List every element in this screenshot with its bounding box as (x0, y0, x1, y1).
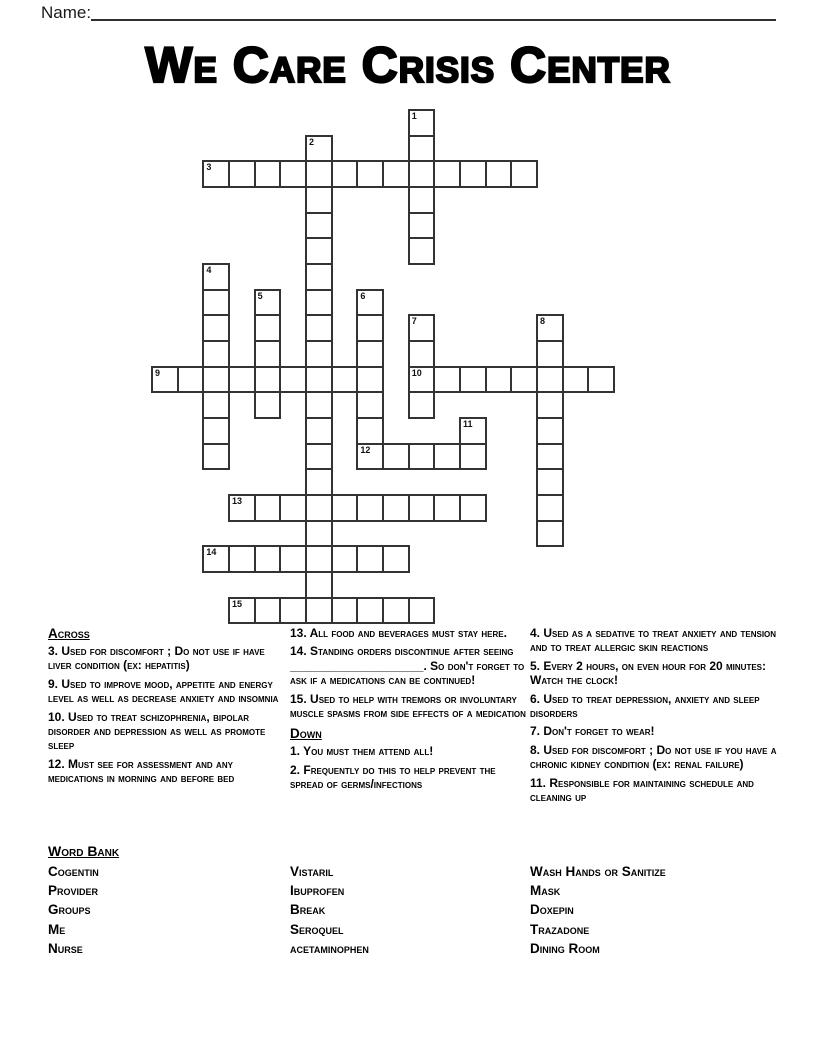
grid-cell (305, 571, 333, 599)
clue-across-15 (290, 692, 528, 721)
grid-cell (408, 160, 436, 188)
grid-cell-number: 7 (411, 316, 417, 327)
grid-cell-number: 5 (257, 290, 263, 301)
grid-cell (202, 545, 230, 573)
clue-text: Used to improve mood, appetite and energy level as well as decrease anxiety and insomnia (48, 676, 279, 706)
grid-cell (536, 314, 564, 342)
clue-down-1 (290, 744, 528, 758)
grid-cell (382, 443, 410, 471)
grid-cell (408, 366, 436, 394)
clue-number: 4. (530, 626, 541, 640)
grid-cell (202, 289, 230, 317)
grid-cell-number: 2 (309, 136, 315, 147)
grid-cell (305, 289, 333, 317)
down-header: Down (290, 726, 322, 742)
grid-cell (305, 212, 333, 240)
grid-cell (536, 417, 564, 445)
grid-cell (254, 340, 282, 368)
grid-cell (356, 366, 384, 394)
grid-cell (279, 597, 307, 625)
word-bank-item: Vistaril (290, 864, 334, 879)
word-bank-item: Mask (530, 883, 561, 899)
grid-cell (587, 366, 615, 394)
clue-text: Standing orders discontinue after seeing ____________________. So don't forget to ask if a medications can be continued! (290, 644, 525, 688)
clue-text: Don't forget to wear! (543, 724, 655, 739)
grid-cell (279, 366, 307, 394)
grid-cell (305, 340, 333, 368)
grid-cell (202, 417, 230, 445)
word-bank-item: Trazadone (530, 921, 590, 937)
grid-cell (408, 340, 436, 368)
clue-down-2 (290, 763, 528, 792)
clue-down-8 (530, 743, 782, 772)
word-bank-item: Nurse (48, 940, 83, 956)
grid-cell (254, 545, 282, 573)
grid-cell (536, 520, 564, 548)
grid-cell (510, 366, 538, 394)
grid-cell (459, 443, 487, 471)
grid-cell (254, 314, 282, 342)
grid-cell-number: 11 (463, 419, 473, 430)
clues-across-column (48, 626, 290, 790)
grid-cell-number: 8 (540, 316, 546, 327)
grid-cell (305, 237, 333, 265)
grid-cell (356, 314, 384, 342)
clue-number: 3. (48, 644, 59, 658)
clue-down-6 (530, 692, 782, 721)
word-bank-item: Break (290, 902, 326, 918)
grid-cell (485, 160, 513, 188)
grid-cell (356, 340, 384, 368)
across-header: Across (48, 626, 90, 641)
grid-cell (305, 468, 333, 496)
clue-text: Used to treat depression, anxiety and sleep disorders (530, 691, 760, 721)
grid-cell (305, 366, 333, 394)
clue-text: Responsible for maintaining schedule and cleaning up (530, 775, 754, 805)
grid-cell (202, 314, 230, 342)
word-bank-item: Ibuprofen (290, 883, 345, 899)
clue-across-13 (290, 626, 528, 640)
clue-text: Used to treat schizophrenia, bipolar disorder and depression as well as promote sleep (48, 709, 266, 753)
grid-cell (433, 494, 461, 522)
grid-cell (305, 391, 333, 419)
word-bank-item: Wash Hands or Sanitize (530, 864, 666, 879)
word-bank-column-2 (290, 862, 530, 958)
grid-cell (151, 366, 179, 394)
grid-cell (408, 314, 436, 342)
grid-cell (562, 366, 590, 394)
grid-cell (305, 494, 333, 522)
clue-text: Frequently do this to help prevent the spread of germs/infections (290, 762, 496, 792)
grid-cell (382, 545, 410, 573)
grid-cell (536, 468, 564, 496)
grid-cell (279, 545, 307, 573)
grid-cell (408, 494, 436, 522)
clue-text: Used for discomfort ; Do not use if you have a chronic kidney condition (ex: renal failure) (530, 742, 777, 772)
grid-cell (202, 340, 230, 368)
grid-cell (331, 494, 359, 522)
grid-cell (408, 212, 436, 240)
clue-down-11 (530, 776, 782, 805)
grid-cell (536, 494, 564, 522)
grid-cell (459, 366, 487, 394)
grid-cell (202, 366, 230, 394)
grid-cell (356, 545, 384, 573)
clue-number: 13. (290, 626, 307, 640)
clue-number: 10. (48, 709, 65, 724)
grid-cell (279, 494, 307, 522)
clue-number: 15. (290, 691, 307, 706)
clue-text: Every 2 hours, on even hour for 20 minutes: Watch the clock! (530, 658, 766, 688)
grid-cell (331, 597, 359, 625)
grid-cell-number: 6 (360, 290, 366, 301)
word-bank-item: Provider (48, 883, 99, 899)
grid-cell (254, 494, 282, 522)
clue-across-3 (48, 644, 290, 673)
grid-cell (356, 417, 384, 445)
grid-cell-number: 9 (155, 367, 161, 378)
grid-cell (228, 597, 256, 625)
grid-cell (228, 366, 256, 394)
grid-cell (228, 545, 256, 573)
clue-across-14 (290, 644, 528, 687)
clue-text: All food and beverages must stay here. (309, 626, 507, 640)
clue-text: Used as a sedative to treat anxiety and tension and to treat allergic skin reactions (530, 626, 777, 655)
word-bank-item: Seroquel (290, 921, 344, 937)
grid-cell (305, 160, 333, 188)
grid-cell (536, 391, 564, 419)
grid-cell (433, 443, 461, 471)
clue-text: You must them attend all! (303, 744, 434, 759)
word-bank-item: Doxepin (530, 902, 574, 918)
grid-cell (254, 289, 282, 317)
grid-cell (408, 135, 436, 163)
grid-cell (202, 160, 230, 188)
grid-cell (202, 263, 230, 291)
clue-number: 2. (290, 762, 301, 777)
grid-cell (408, 391, 436, 419)
page-title: We Care Crisis Center (145, 37, 671, 93)
clue-text: Used for discomfort ; Do not use if have liver condition (ex: hepatitis) (48, 644, 265, 673)
grid-cell (305, 263, 333, 291)
clue-number: 6. (530, 691, 541, 706)
word-bank-header: Word Bank (48, 843, 120, 859)
grid-cell (382, 494, 410, 522)
grid-cell-number: 10 (411, 367, 422, 378)
grid-cell (536, 443, 564, 471)
grid-cell (382, 160, 410, 188)
grid-cell (408, 443, 436, 471)
clue-number: 5. (530, 658, 541, 673)
grid-cell (254, 597, 282, 625)
clue-across-12 (48, 757, 290, 786)
grid-cell (433, 366, 461, 394)
grid-cell (433, 160, 461, 188)
clue-down-7 (530, 724, 782, 738)
grid-cell (254, 391, 282, 419)
name-label: Name: (41, 3, 92, 22)
grid-cell (228, 494, 256, 522)
grid-cell (459, 160, 487, 188)
name-blank-line (91, 2, 776, 21)
word-bank-item: Dining Room (530, 940, 600, 956)
grid-cell-number: 14 (206, 547, 217, 558)
grid-cell (305, 417, 333, 445)
grid-cell (510, 160, 538, 188)
clue-across-9 (48, 677, 290, 706)
clue-number: 14. (290, 644, 307, 659)
grid-cell (408, 597, 436, 625)
grid-cell (408, 237, 436, 265)
grid-cell (202, 443, 230, 471)
grid-cell (356, 597, 384, 625)
grid-cell (459, 494, 487, 522)
grid-cell (254, 160, 282, 188)
clue-number: 9. (48, 676, 59, 691)
grid-cell (305, 520, 333, 548)
clue-down-5 (530, 659, 782, 688)
grid-cell (536, 340, 564, 368)
grid-cell (459, 417, 487, 445)
grid-cell (305, 314, 333, 342)
grid-cell-number: 1 (411, 111, 417, 121)
clue-number: 8. (530, 742, 541, 757)
word-bank-item: Me (48, 921, 66, 937)
grid-cell (408, 109, 436, 137)
word-bank-item: Cogentin (48, 864, 99, 879)
grid-cell (356, 391, 384, 419)
clue-down-4 (530, 626, 782, 655)
grid-cell (408, 186, 436, 214)
grid-cell (331, 545, 359, 573)
crossword-grid (152, 110, 615, 624)
grid-cell (356, 160, 384, 188)
grid-cell (177, 366, 205, 394)
word-bank-column-3 (530, 862, 770, 958)
grid-cell (356, 289, 384, 317)
grid-cell (382, 597, 410, 625)
grid-cell-number: 15 (232, 598, 243, 609)
grid-cell (228, 160, 256, 188)
grid-cell (202, 391, 230, 419)
grid-cell (356, 443, 384, 471)
word-bank-column-1 (48, 862, 288, 958)
grid-cell (331, 366, 359, 394)
grid-cell-number: 4 (206, 265, 212, 276)
word-bank-item: acetaminophen (290, 940, 369, 956)
clue-number: 11. (530, 775, 547, 790)
grid-cell (305, 545, 333, 573)
clue-text: Used to help with tremors or involuntary muscle spasms from side effects of a medication (290, 691, 526, 721)
grid-cell (536, 366, 564, 394)
clues-middle-column (290, 626, 528, 796)
grid-cell (305, 597, 333, 625)
grid-cell (331, 160, 359, 188)
grid-cell (254, 366, 282, 394)
grid-cell (305, 443, 333, 471)
clue-text: Must see for assessment and any medications in morning and before bed (48, 756, 235, 786)
grid-cell (485, 366, 513, 394)
grid-cell (279, 160, 307, 188)
clue-across-10 (48, 710, 290, 753)
grid-cell (305, 135, 333, 163)
clue-number: 1. (290, 744, 301, 759)
clue-number: 7. (530, 724, 541, 739)
grid-cell-number: 13 (232, 496, 243, 507)
grid-cell (356, 494, 384, 522)
grid-cell-number: 3 (206, 162, 212, 173)
word-bank-item: Groups (48, 902, 91, 918)
grid-cell (305, 186, 333, 214)
clues-down-column (530, 626, 782, 808)
clue-number: 12. (48, 756, 65, 771)
grid-cell-number: 12 (360, 444, 371, 455)
